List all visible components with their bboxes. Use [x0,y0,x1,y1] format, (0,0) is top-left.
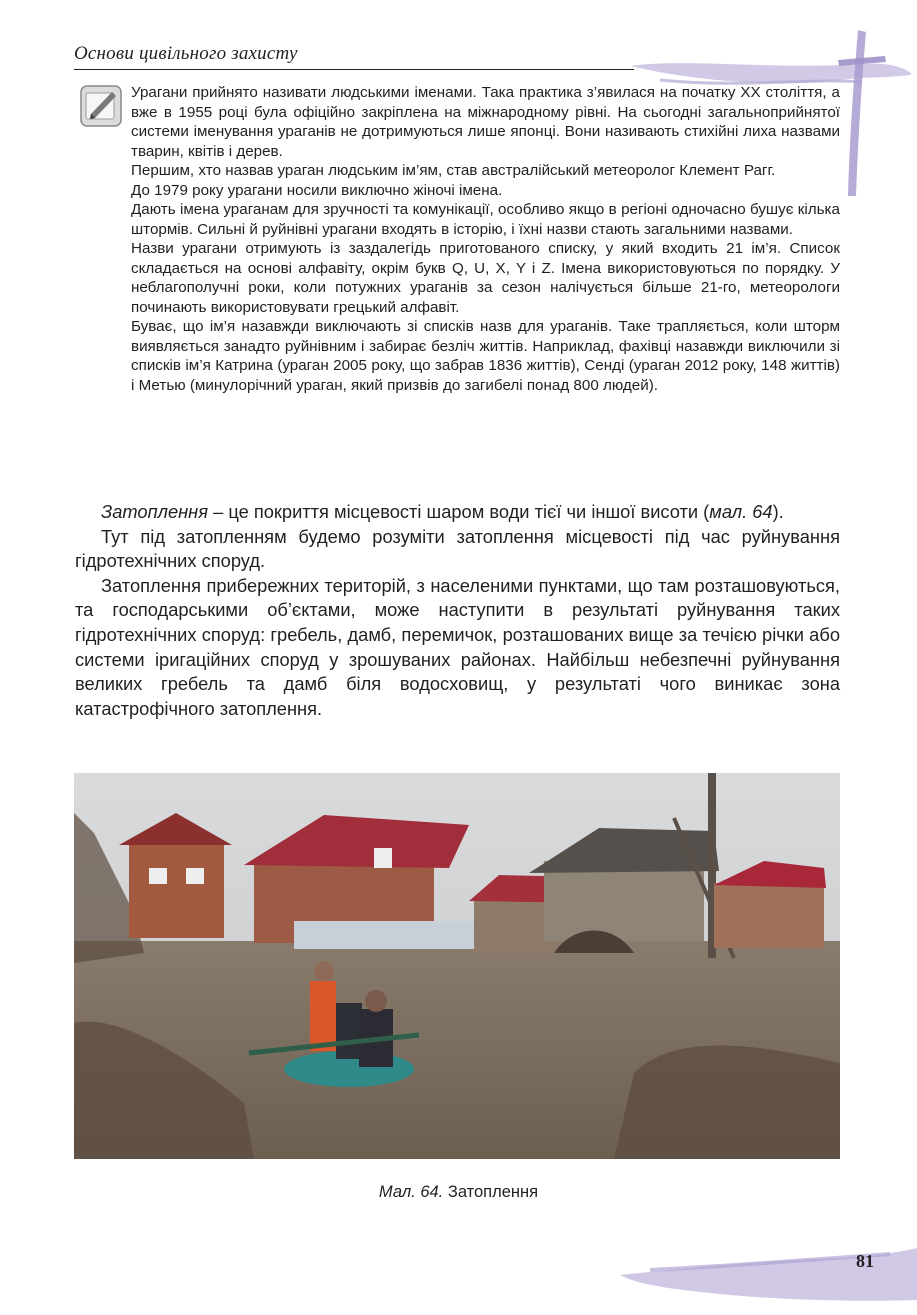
figure-caption [0,1183,917,1202]
note-paragraph: До 1979 року урагани носили виключно жіночі імена. [131,181,503,199]
header-rule [74,69,634,70]
term: Затоплення [101,501,209,522]
definition-paragraph [75,500,840,525]
body-paragraph: Тут під затопленням будемо розуміти затоплення місцевості під час руйнування гідротехнічних споруд. [75,525,840,572]
flood-photo [74,773,840,1159]
caption-label: Мал. 64. [378,1183,444,1201]
note-paragraph: Буває, що ім’я назавжди виключають зі списків назв для ураганів. Таке трапляється, коли шторм виявляється занадто руйнівним і забирає безліч життів. Наприклад, фахівці назавжди виключили зі списків ім’я Катрина (ураган 2005 року, що забрав 1836 життів), Сенді (ураган 2012 року, 148 життів) і Метью (минулорічний ураган, який призвів до загибелі понад 800 людей). [131,318,840,394]
note-paragraph: Дають імена ураганам для зручності та комунікації, особливо якщо в регіоні одночасно бушує кілька штормів. Сильні й руйнівні урагани входять в історію, і їхні назви стають загальними назвами. [131,201,840,238]
caption-text: Затоплення [443,1183,539,1201]
running-header: Основи цивільного захисту [74,43,298,64]
note-pencil-icon [79,84,123,128]
figure-reference: мал. 64 [709,501,773,522]
definition-text: – це покриття місцевості шаром води тієї чи іншої висоти ( [208,501,710,522]
main-text [75,500,840,721]
note-paragraph: Урагани прийнято називати людськими іменами. Така практика з’явилася на початку XX століття, а вже в 1955 році була офіційно закріплена на міжнародному рівні. На сьогодні загальноприйнятої системи іменування ураганів не дотримуються лише японці. Вони називають стихійні лиха назвами тварин, квітів і дерев. [131,84,840,160]
decorative-footer-stroke [610,1230,917,1315]
page-number: 81 [856,1251,874,1271]
hurricane-names-note [131,83,840,395]
body-paragraph: Затоплення прибережних територій, з населеними пунктами, що там розташовуються, та господарськими об’єктами, може наступити в результаті руйнування таких гідротехнічних споруд: гребель, дамб, перемичок, розташованих вище за течією річки або системи іригаційних споруд у зрошуваних районах. Найбільш небезпечні руйнування великих гребель та дамб біля водосховищ, у результаті чого виникає зона катастрофічного затоплення. [75,574,840,719]
note-paragraph: Назви урагани отримують із заздалегідь приготованого списку, у який входить 21 ім’я. Список складається на основі алфавіту, окрім букв Q, U, X, Y і Z. Імена використовуються по порядку. У неблагополучні роки, коли потужних ураганів за сезон налічується більше 21-го, метеорологи починають використовувати грецький алфавіт. [131,240,840,316]
definition-end: ). [772,501,784,522]
note-paragraph: Першим, хто назвав ураган людським ім’ям, став австралійський метеоролог Клемент Рагг. [131,162,776,179]
